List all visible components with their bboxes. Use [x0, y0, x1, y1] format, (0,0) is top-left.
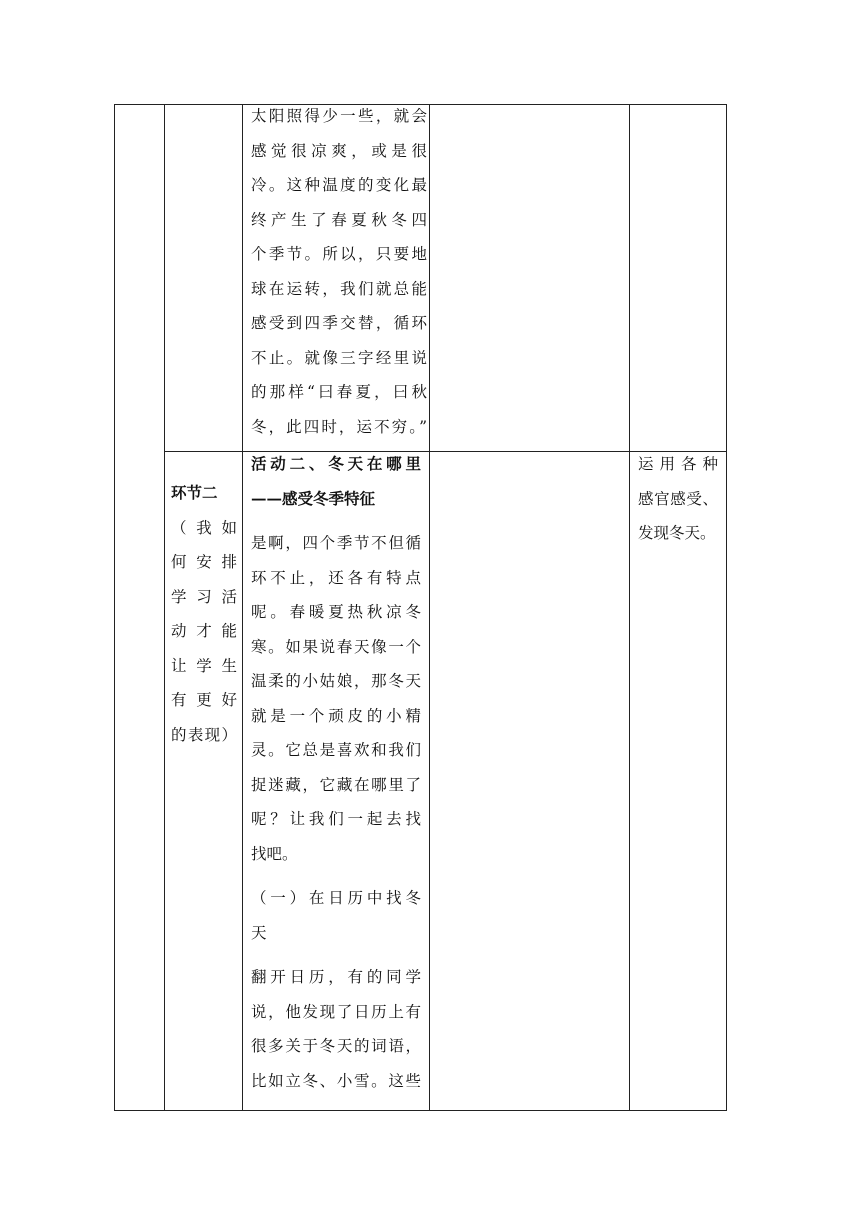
section-note-line: 何安排	[171, 553, 237, 571]
section-note-line: （我如	[171, 518, 237, 537]
intro-line: 寒。如果说春天像一个	[251, 637, 421, 656]
section-note-line: 的表现）	[171, 725, 237, 744]
calendar-line: 说，他发现了日历上有	[251, 1002, 421, 1021]
column-divider-1	[164, 104, 165, 1111]
intro-line: 捉迷藏，它藏在哪里了	[251, 775, 421, 794]
section-note-line: 有更好	[171, 691, 237, 709]
intro-line: 环不止，还各有特点	[251, 568, 421, 587]
text-line: 感受到四季交替，循环	[251, 314, 427, 332]
column-divider-4	[629, 104, 630, 1111]
note-line: 感官感受、	[638, 489, 718, 508]
text-line: 的那样“曰春夏，曰秋	[251, 383, 427, 401]
section-title: 环节二	[171, 483, 218, 502]
section-label-cell	[171, 476, 237, 752]
table-border-bottom	[114, 1110, 727, 1111]
intro-line: 呢。春暖夏热秋凉冬	[251, 603, 421, 621]
activity-content-cell	[251, 447, 421, 1098]
section-note-line: 学习活	[171, 587, 237, 606]
text-line: 终产生了春夏秋冬四	[251, 210, 427, 229]
intro-line: 找吧。	[251, 844, 298, 863]
table-border-right	[726, 104, 727, 1111]
intro-line: 就是一个顽皮的小精	[251, 706, 421, 725]
sub-heading-line: （一）在日历中找冬	[251, 889, 421, 907]
table-border-left	[114, 104, 115, 1111]
text-line: 不止。就像三字经里说	[251, 348, 427, 367]
note-line: 运用各种	[638, 455, 718, 473]
calendar-line: 翻开日历，有的同学	[251, 968, 421, 986]
column-divider-3	[429, 104, 430, 1111]
row1-content-cell	[251, 99, 427, 444]
activity-title-line: ——感受冬季特征	[251, 488, 376, 508]
text-line: 冷。这种温度的变化最	[251, 176, 427, 194]
intro-line: 温柔的小姑娘，那冬天	[251, 672, 421, 690]
section-note-line: 动才能	[171, 622, 237, 640]
calendar-line: 比如立冬、小雪。这些	[251, 1071, 421, 1090]
sub-heading-line: 天	[251, 923, 267, 942]
note-cell	[638, 447, 718, 551]
column-divider-2	[242, 104, 243, 1111]
intro-line: 灵。它总是喜欢和我们	[251, 741, 421, 759]
text-line: 冬，此四时，运不穷。”	[251, 417, 427, 436]
note-line: 发现冬天。	[638, 524, 716, 542]
activity-title-line: 活动二、冬天在哪里	[251, 454, 421, 473]
text-line: 个季节。所以，只要地	[251, 245, 427, 263]
section-note-line: 让学生	[171, 656, 237, 675]
text-line: 太阳照得少一些，就会	[251, 107, 427, 125]
intro-line: 呢？让我们一起去找	[251, 810, 421, 828]
calendar-line: 很多关于冬天的词语，	[251, 1037, 421, 1055]
text-line: 感觉很凉爽，或是很	[251, 141, 427, 160]
intro-line: 是啊，四个季节不但循	[251, 534, 421, 552]
text-line: 球在运转，我们就总能	[251, 279, 427, 298]
